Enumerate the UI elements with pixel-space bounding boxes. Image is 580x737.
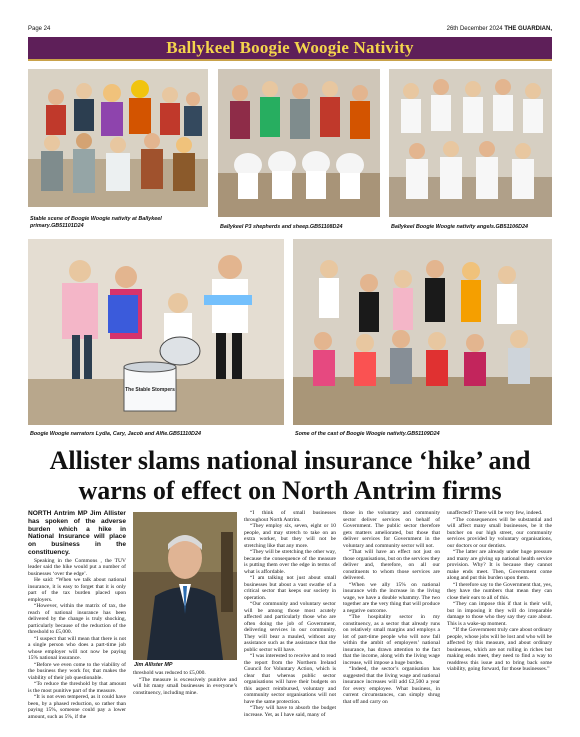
photo-caption-4: Boogie Woogie narrators Lydia, Cary, Jacob and Alfie.GB51110D24 [30, 431, 201, 437]
article-lead: NORTH Antrim MP Jim Allister has spoken of the adverse burden which a hike in National Insurance will place on business in the constituency. [28, 510, 126, 556]
cast-image [293, 239, 552, 425]
article-column-2: threshold was reduced to £5,000. “The measure is excessively punitive and will hit many small businesses in everyone’s constituency, including mine. [133, 670, 237, 696]
article-column-3: “I think of small businesses throughout North Antrim. “They employ six, seven, eight or 10 people, and may stretch to take on an extra worker, but they will not be stretching like that any more. “They will be stretching the other way, because the consequence of the measure is putting them over the edge in terms of what is affordable. “I am talking not just about small businesses but about a vast swathe of a critical sector that keeps our society in operation. “Our community and voluntary sector will be among those most acutely affected and particularly those who are often doing the job of Government, delivering services in our community. They will bear a mauled, without any assistance such as the assistance that the public sector will have. “I was interested to receive and to read the report from the Northern Ireland Council for Voluntary Action, which is clear that whereas public sector organisations will have their budgets on this aspect reimbursed, voluntary and community sector organisations will not have the same protection. “They will have to absorb the budget increase. Yet, as I have said, many of [244, 510, 336, 718]
issue-date: 26th December 2024 THE GUARDIAN, [446, 26, 552, 32]
photo-narrators [28, 239, 284, 425]
drum-label: The Stable Stompers [125, 387, 175, 393]
photo-caption-3: Ballykeel Boogie Woogie nativity angels.GB51106D24 [391, 224, 529, 230]
mp-photo [133, 512, 237, 660]
mp-portrait-image [133, 512, 237, 660]
page-header [28, 24, 552, 36]
article-column-4: those in the voluntary and community sector deliver services on behalf of Government. The public sector therefore gets matters ameliorated, but those that deliver services for Government in the voluntary and community sector will not. “That will have an effect not just on those organisations, but on the services they deliver and, therefore, on all our constituents to whom those services are delivered. “When we ally 15% on national insurance with the increase in the living wage, we have a double whammy. The two together are the very thing that will produce a negative outcome. “The hospitality sector in my constituency, as a sector that already runs on relatively small margins and employs a lot of part-time people who will now fall within the ambit of employers’ national insurance, has drawn attention to the fact that the income, along with the living wage increase, will impose a huge burden. “Indeed, the sector’s organisation has suggested that the living wage and national insurance increases will add £2,500 a year for every employee. What business, in current circumstances, can simply shrug that off and carry on [343, 510, 440, 705]
photo-stable-scene [28, 69, 208, 207]
photo-caption-5: Some of the cast of Boogie Woogie nativity.GB51109D24 [295, 431, 440, 437]
stable-scene-image [28, 69, 208, 207]
article-column-5: unaffected? There will be very few, indeed. “The consequences will be substantial and will affect many small businesses, be it the butcher on our high street, our community services provided by voluntary organisations, our doctors or our dentists. “The latter are already under huge pressure and many are giving up national health service provision. Why? It is because they cannot make ends meet. Then, Government come along and put this burden upon them. “I therefore say to the Government that, yes, they have the numbers that mean they can close their ears to all of this. “They can impose this if that is their will, but in imposing it they will do irreparable damage to those who they say they care about. This is a wake-up moment. “If the Government truly care about ordinary people, whose jobs will be lost and who will be affected by this measure, and about ordinary businesses, which are not rolling in riches but making ends meet, they need to find a way to readdress this issue and to bring back some viability, going forward, for those businesses.” [447, 510, 552, 672]
photo-cast [293, 239, 552, 425]
article-headline: Allister slams national insurance ‘hike’ and warns of effect on North Antrim firms [49, 446, 531, 505]
article-column-1: NORTH Antrim MP Jim Allister has spoken of the adverse burden which a hike in National Insurance will place on business in the constituency. Speaking in the Commons , the TUV leader said the hike would put a number of businesses ‘over the edge’. He said: “When we talk about national insurance, it is easy to forget that it is only part of the tax burden placed upon employers. “However, within the matrix of tax, the reach of national insurance has been delivered by the change is truly shocking, particularly because of the reduction of the threshold to £5,000. “I suspect that will mean that there is not a single person who does a part-time job whose employer will not now be paying 15% national insurance. “Before we even come to the viability of the business they work for, that makes the viability of their job questionable. “To reduce the threshold by that amount is the most punitive part of the measure. “It is not even tempered, as it could have been, by a phased reduction, so rather than paying 15%, someone could pay a lower amount, such as 5%, if the [28, 510, 126, 720]
banner-title: Ballykeel Boogie Woogie Nativity [166, 38, 414, 57]
section-banner [28, 37, 552, 61]
shepherds-image [218, 69, 380, 217]
photo-angels [389, 69, 552, 217]
photo-caption-1: Stable scene of Boogie Woogie nativity at Ballykeel primary.GB51101D24 [30, 216, 162, 229]
page-number: Page 24 [28, 26, 51, 32]
angels-image [389, 69, 552, 217]
narrators-image [28, 239, 284, 425]
mp-photo-caption: Jim Allister MP [134, 662, 173, 668]
photo-shepherds-sheep [218, 69, 380, 217]
photo-caption-2: Ballykeel P3 shepherds and sheep.GB51108D24 [220, 224, 343, 230]
